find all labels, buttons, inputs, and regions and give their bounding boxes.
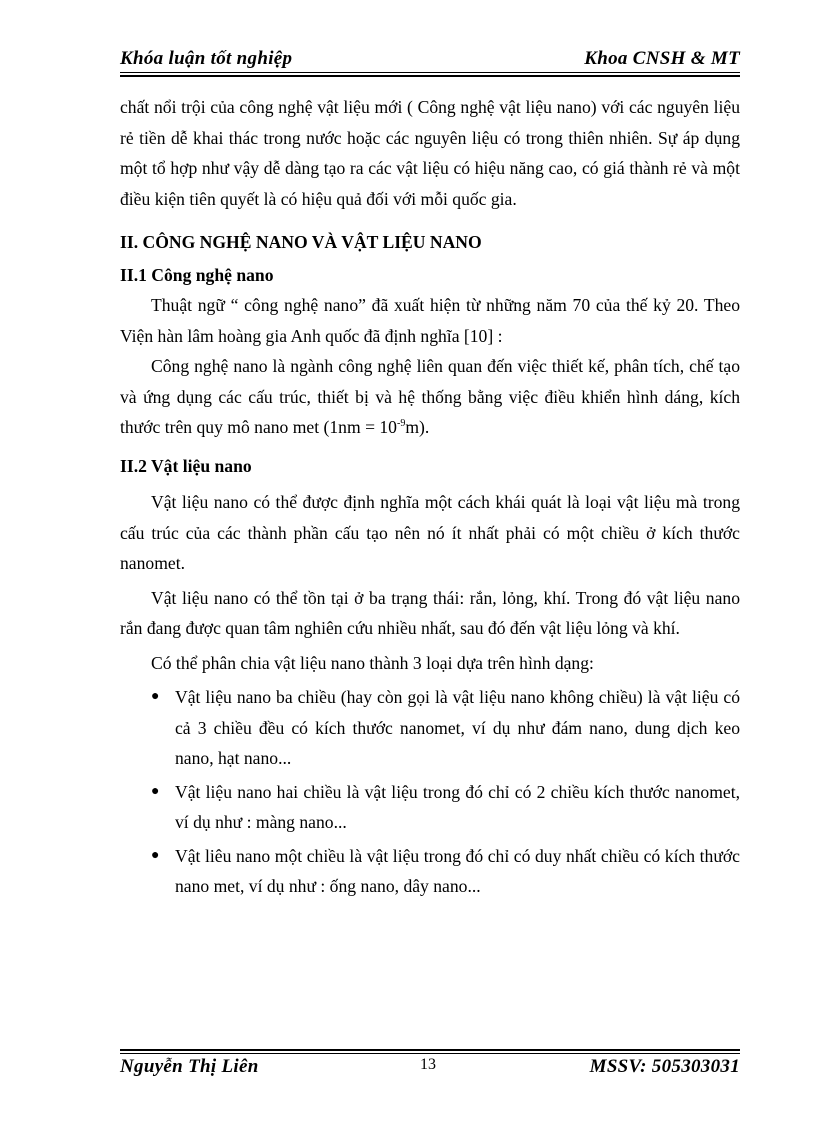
nanomaterial-types-list	[120, 682, 740, 902]
nanotech-paragraph-1: Thuật ngữ “ công nghệ nano” đã xuất hiện từ những năm 70 của thế kỷ 20. Theo Viện hàn lâm hoàng gia Anh quốc đã định nghĩa [10] :	[120, 295, 740, 346]
exponent: -9	[396, 418, 406, 430]
nanotech-definition-end: m).	[405, 417, 430, 437]
footer-student-id: MSSV: 505303031	[589, 1056, 740, 1077]
bullet-icon: ●	[151, 783, 160, 799]
nanomaterial-paragraph-1: Vật liệu nano có thể được định nghĩa một cách khái quát là loại vật liệu mà trong cấu trúc của các thành phần cấu tạo nên nó ít nhất phải có một chiều ở kích thước nanomet.	[120, 492, 740, 573]
header-rule-thin	[120, 72, 740, 73]
bullet-icon: ●	[151, 689, 160, 704]
header-faculty-label: Khoa CNSH & MT	[584, 48, 740, 69]
nanotech-paragraph-2	[120, 351, 740, 443]
list-item	[120, 682, 740, 774]
list-item-text: Vật liêu nano một chiều là vật liệu trong đó chỉ có duy nhất chiều có kích thước nano met, ví dụ như : ống nano, dây nano...	[175, 845, 740, 896]
page-header	[120, 48, 740, 72]
list-item	[120, 841, 740, 902]
header-thesis-label: Khóa luận tốt nghiệp	[120, 48, 293, 69]
nanomaterial-paragraph-3: Có thể phân chia vật liệu nano thành 3 loại dựa trên hình dạng:	[151, 652, 594, 673]
nanomaterial-paragraph-2: Vật liệu nano có thể tồn tại ở ba trạng thái: rắn, lỏng, khí. Trong đó vật liệu nano rắn đang được quan tâm nghiên cứu nhiều nhất, sau đó đến vật liệu lỏng và khí.	[120, 587, 740, 638]
section-title: II. CÔNG NGHỆ NANO VÀ VẬT LIỆU NANO	[120, 232, 482, 252]
intro-paragraph: chất nổi trội của công nghệ vật liệu mới ( Công nghệ vật liệu nano) với các nguyên liệu rẻ tiền dễ khai thác trong nước hoặc các nguyên liệu có trong thiên nhiên. Sự áp dụng một tổ hợp như vậy dễ dàng tạo ra các vật liệu có hiệu năng cao, có giá thành rẻ và một điều kiện tiên quyết là có hiệu quả đối với mỗi quốc gia.	[120, 97, 740, 209]
list-item-text: Vật liệu nano ba chiều (hay còn gọi là vật liệu nano không chiều) là vật liệu có cả 3 chiều đều có kích thước nanomet, ví dụ như đám nano, dung dịch keo nano, hạt nano...	[175, 687, 740, 768]
subsection-title-nanotech: II.1 Công nghệ nano	[120, 264, 274, 285]
footer-rule-thin	[120, 1053, 740, 1054]
list-item	[120, 777, 740, 838]
bullet-icon: ●	[151, 847, 160, 863]
header-rule-thick	[120, 75, 740, 77]
footer-author: Nguyễn Thị Liên	[120, 1056, 259, 1077]
footer-rule-thick	[120, 1049, 740, 1051]
page-footer	[120, 1056, 740, 1080]
page-number: 13	[420, 1056, 436, 1073]
subsection-title-nanomaterial: II.2 Vật liệu nano	[120, 455, 252, 476]
nanotech-definition-text: Công nghệ nano là ngành công nghệ liên quan đến việc thiết kế, phân tích, chế tạo và ứng dụng các cấu trúc, thiết bị và hệ thống bằng việc điều khiển hình dáng, kích thước trên quy mô nano met (1nm = 10	[120, 356, 740, 437]
page-body	[120, 92, 740, 905]
list-item-text: Vật liệu nano hai chiều là vật liệu trong đó chỉ có 2 chiều kích thước nanomet, ví dụ như : màng nano...	[175, 781, 740, 832]
